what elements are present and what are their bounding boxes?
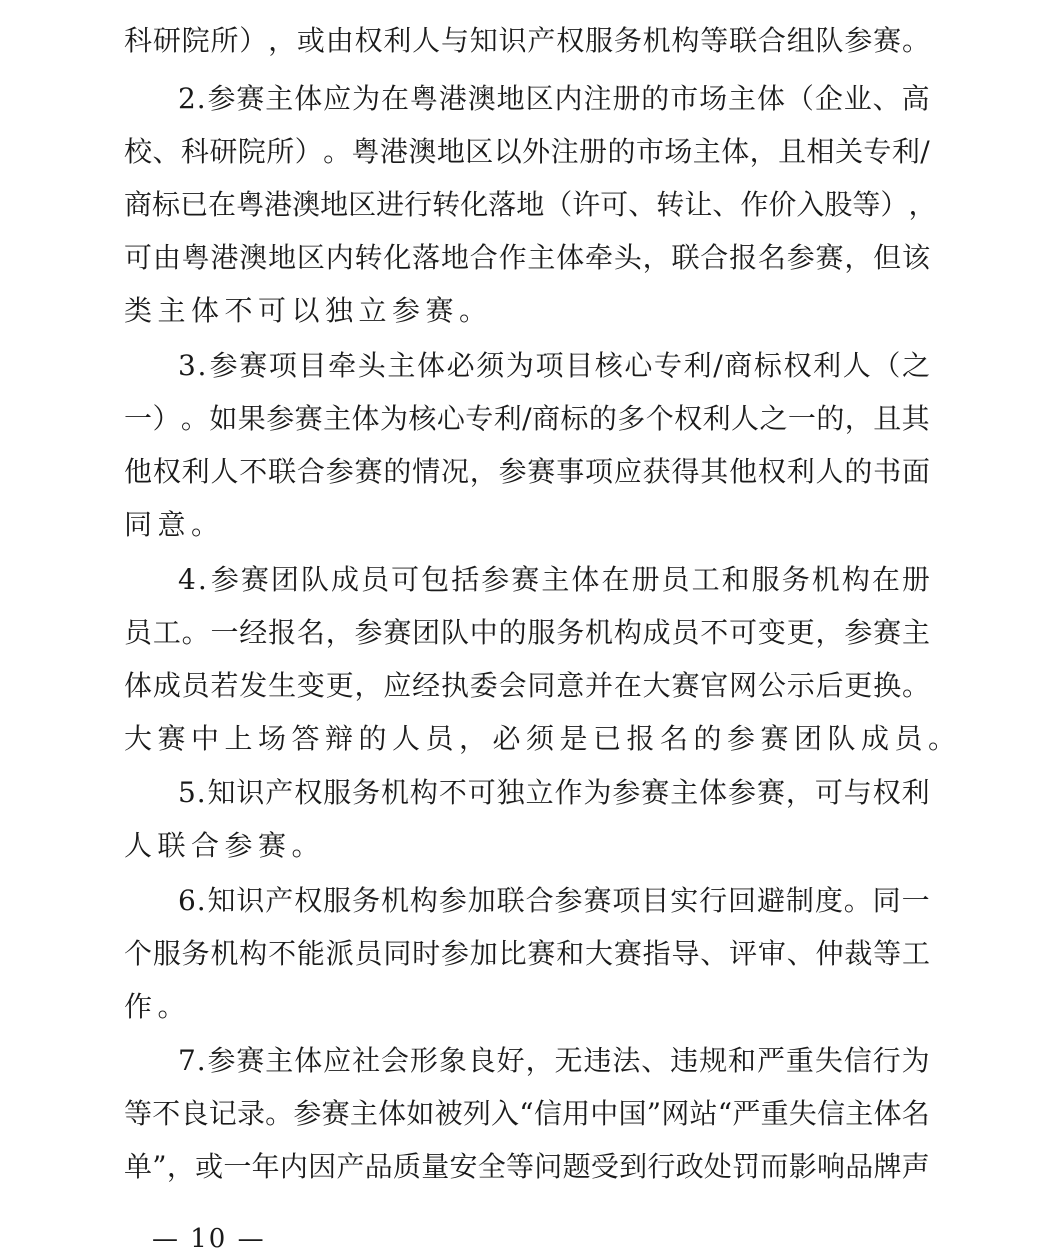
text-line: 商 标 已 在 粤 港 澳 地 区 进 行 转 化 落 地 （ 许 可 、 转 让 、 作 价 入 股 等 ） ， <box>124 188 937 221</box>
text-line: 大赛中上场答辩的人员，必须是已报名的参赛团队成员。 <box>124 722 962 755</box>
text-line: 单 ” ， 或 一 年 内 因 产 品 质 量 安 全 等 问 题 受 到 行 政 处 罚 而 影 响 品 牌 声 <box>124 1150 930 1183</box>
text-line: 7 . 参 赛 主 体 应 社 会 形 象 良 好 ， 无 违 法 、 违 规 和 严 重 失 信 行 为 <box>178 1044 930 1077</box>
text-line: 他 权 利 人 不 联 合 参 赛 的 情 况 ， 参 赛 事 项 应 获 得 其 他 权 利 人 的 书 面 <box>124 455 930 488</box>
text-line: 类主体不可以独立参赛。 <box>124 294 493 327</box>
text-line: 2 . 参 赛 主 体 应 为 在 粤 港 澳 地 区 内 注 册 的 市 场 主 体 （ 企 业 、 高 <box>178 82 930 115</box>
text-line: 5 . 知 识 产 权 服 务 机 构 不 可 独 立 作 为 参 赛 主 体 参 赛 ， 可 与 权 利 <box>178 776 930 809</box>
text-line: 6 . 知 识 产 权 服 务 机 构 参 加 联 合 参 赛 项 目 实 行 回 避 制 度 。 同 一 <box>178 884 930 917</box>
text-line: 同意。 <box>124 508 225 541</box>
text-line: 科 研 院 所 ） ， 或 由 权 利 人 与 知 识 产 权 服 务 机 构 等 联 合 组 队 参 赛 。 <box>124 24 930 57</box>
text-line: 等 不 良 记 录 。 参 赛 主 体 如 被 列 入 “ 信 用 中 国 ” 网 站 “ 严 重 失 信 主 体 名 <box>124 1097 930 1130</box>
text-line: 可 由 粤 港 澳 地 区 内 转 化 落 地 合 作 主 体 牵 头 ， 联 合 报 名 参 赛 ， 但 该 <box>124 241 930 274</box>
text-line: 人联合参赛。 <box>124 829 326 862</box>
text-line: 个 服 务 机 构 不 能 派 员 同 时 参 加 比 赛 和 大 赛 指 导 、 评 审 、 仲 裁 等 工 <box>124 937 930 970</box>
text-line: 3 . 参 赛 项 目 牵 头 主 体 必 须 为 项 目 核 心 专 利 / 商 标 权 利 人 （ 之 <box>178 349 930 382</box>
text-line: 体 成 员 若 发 生 变 更 ， 应 经 执 委 会 同 意 并 在 大 赛 官 网 公 示 后 更 换 。 <box>124 669 930 702</box>
text-line: 作。 <box>124 990 192 1023</box>
text-line: 4 . 参 赛 团 队 成 员 可 包 括 参 赛 主 体 在 册 员 工 和 服 务 机 构 在 册 <box>178 563 930 596</box>
text-line: 一 ） 。 如 果 参 赛 主 体 为 核 心 专 利 / 商 标 的 多 个 权 利 人 之 一 的 ， 且 其 <box>124 402 930 435</box>
text-line: 校 、 科 研 院 所 ） 。 粤 港 澳 地 区 以 外 注 册 的 市 场 主 体 ， 且 相 关 专 利 / <box>124 135 930 168</box>
page-number: — 10 — <box>152 1224 266 1254</box>
text-line: 员 工 。 一 经 报 名 ， 参 赛 团 队 中 的 服 务 机 构 成 员 不 可 变 更 ， 参 赛 主 <box>124 616 930 649</box>
